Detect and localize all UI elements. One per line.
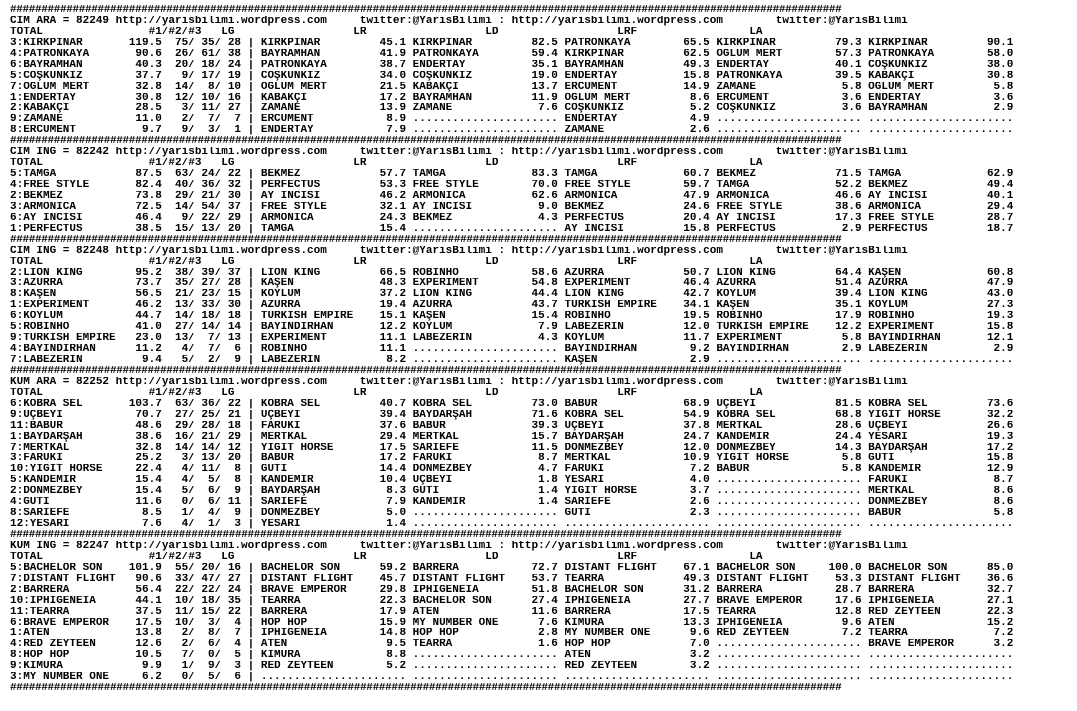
- table-row: 7:OĞLUM MERT 32.8 14/ 8/ 10 | OĞLUM MERT 21.5 KABAKÇI 13.7 ERCÜMENT 14.9 ZAMANE 5.8 OĞLUM MERT 5.8: [10, 81, 1014, 93]
- table-row: 12:YESARİ 7.6 4/ 1/ 3 | YESARİ 1.4 ...................... ...................... ...................... ......................: [10, 519, 1014, 530]
- table-row: 6:KOBRA SEL 103.7 63/ 36/ 22 | KOBRA SEL 40.7 KOBRA SEL 73.0 BABÜR 68.9 UÇBEYİ 81.5 KOBRA SEL 73.6: [10, 398, 1014, 410]
- table-row: 3:ARMONICA 72.5 14/ 54/ 37 | FREE STYLE 32.1 AY İNCİSİ 9.0 BEKMEZ 24.6 FREE STYLE 38.6 ARMONICA 29.4: [10, 201, 1014, 213]
- table-row: 1:EXPERIMENT 46.2 13/ 33/ 30 | AZURRA 19.4 AZURRA 43.7 TURKISH EMPIRE 34.1 KAŞEN 35.1 KÖYLÜM 27.3: [10, 300, 1014, 312]
- table-row: 2:BEKMEZ 73.8 29/ 21/ 30 | AY İNCİSİ 46.2 ARMONICA 62.6 ARMONICA 47.9 ARMONICA 46.6 AY İNCİSİ 40.1: [10, 190, 1014, 202]
- table-row: 10:YİĞİT HORSE 22.4 4/ 11/ 8 | GUTİ 14.4 DÖNMEZBEY 4.7 FARUKİ 7.2 BABÜR 5.8 KANDEMİR 12.9: [10, 464, 1014, 476]
- table-row: 2:KABAKÇI 28.5 3/ 11/ 27 | ZAMANE 13.9 ZAMANE 7.6 COŞKUNKIZ 5.2 COŞKUNKIZ 3.6 BAYRAMHAN 2.9: [10, 103, 1014, 115]
- table-row: 4:BAYINDIRHAN 11.2 4/ 7/ 6 | ROBINHO 11.1 ...................... BAYINDIRHAN 9.2 BAYINDIRHAN 2.9 LABEZERIN 2.9: [10, 344, 1014, 355]
- race-statistics-document: [10, 5, 1070, 705]
- table-row: 7:LABEZERIN 9.4 5/ 2/ 9 | LABEZERIN 8.2 ...................... KAŞEN 2.9 ...................... ......................: [10, 355, 1014, 366]
- table-row: 9:TURKISH EMPIRE 23.0 13/ 7/ 13 | EXPERIMENT 11.1 LABEZERIN 4.3 KÖYLÜM 11.7 EXPERIMENT 5.8 BAYINDIRHAN 12.1: [10, 333, 1014, 345]
- table-row: 1:PERFECTUS 38.5 15/ 13/ 20 | TAMGA 15.4 ...................... AY İNCİSİ 15.8 PERFECTUS 2.9 PERFECTUS 18.7: [10, 223, 1014, 235]
- table-row: 4:FREE STYLE 82.4 40/ 36/ 32 | PERFECTUS 53.3 FREE STYLE 70.0 FREE STYLE 59.7 TAMGA 52.2 BEKMEZ 49.4: [10, 180, 1014, 191]
- race-header-line: KUM ARA = 82252 http://yarisbilimi.wordpress.com twitter:@YarisBilimi : http://yarisbilimi.wordpress.com twitter:@YarisBilimi: [10, 376, 908, 388]
- race-header-line: CIM ING = 82248 http://yarisbilimi.wordpress.com twitter:@YarisBilimi : http://yarisbilimi.wordpress.com twitter:@YarisBilimi: [10, 245, 908, 257]
- table-row: 9:KIMURA 9.9 1/ 9/ 3 | RED ZEYTEEN 5.2 ...................... RED ZEYTEEN 3.2 ...................... ......................: [10, 661, 1014, 673]
- table-row: 8:KAŞEN 56.5 21/ 23/ 15 | KÖYLÜM 37.2 LION KING 44.4 LION KING 42.7 KÖYLÜM 39.4 LION KING 43.0: [10, 289, 1014, 301]
- table-row: 1:BAYDARŞAH 38.6 16/ 21/ 29 | MERTKAL 29.4 MERTKAL 15.7 BAYDARŞAH 24.7 KANDEMİR 24.4 YESARİ 19.3: [10, 431, 1014, 443]
- table-row: 11:BABÜR 48.6 29/ 28/ 18 | FARUKİ 37.6 BABÜR 39.3 UÇBEYİ 37.8 MERTKAL 28.6 UÇBEYİ 26.6: [10, 420, 1014, 432]
- separator-line: #####################################################################################################################################: [10, 683, 842, 695]
- table-row: 3:MY NUMBER ONE 6.2 0/ 5/ 6 | ...................... ...................... ...................... ...................... ......................: [10, 672, 1014, 684]
- table-row: 4:RED ZEYTEEN 12.6 2/ 6/ 4 | ATEN 9.5 TEARRA 1.6 HOP HOP 7.0 ...................... BRAVE EMPEROR 3.2: [10, 639, 1014, 651]
- table-row: 2:DÖNMEZBEY 15.4 5/ 6/ 9 | BAYDARŞAH 8.3 GUTİ 1.4 YİĞİT HORSE 3.7 ...................... MERTKAL 8.6: [10, 486, 1014, 498]
- table-row: 1:ENDERTAY 30.8 12/ 10/ 16 | KABAKÇI 17.2 BAYRAMHAN 11.9 OĞLUM MERT 8.6 ERCÜMENT 3.6 ENDERTAY 3.6: [10, 92, 1014, 104]
- race-header-line: CIM ARA = 82249 http://yarisbilimi.wordpress.com twitter:@YarisBilimi : http://yarisbilimi.wordpress.com twitter:@YarisBilimi: [10, 15, 908, 27]
- race-header-line: CIM ING = 82242 http://yarisbilimi.wordpress.com twitter:@YarisBilimi : http://yarisbilimi.wordpress.com twitter:@YarisBilimi: [10, 147, 908, 159]
- separator-line: #####################################################################################################################################: [10, 136, 842, 148]
- column-header-line: TOTAL #1/#2/#3 LG LR LD LRF LA: [10, 387, 763, 399]
- table-row: 10:IPHIGENEIA 44.1 10/ 18/ 35 | TEARRA 22.3 BACHELOR SON 27.4 IPHIGENEIA 27.7 BRAVE EMPEROR 17.6 IPHIGENEIA 27.1: [10, 595, 1014, 607]
- table-row: 5:KANDEMİR 15.4 4/ 5/ 8 | KANDEMİR 10.4 UÇBEYİ 1.8 YESARİ 4.0 ...................... FARUKİ 8.7: [10, 475, 1014, 487]
- table-row: 5:COŞKUNKIZ 37.7 9/ 17/ 19 | COŞKUNKIZ 34.0 COŞKUNKIZ 19.0 ENDERTAY 15.8 PATRONKAYA 39.5 KABAKÇI 30.8: [10, 70, 1014, 82]
- table-row: 1:ATEN 13.8 2/ 8/ 7 | IPHIGENEIA 14.8 HOP HOP 2.8 MY NUMBER ONE 9.6 RED ZEYTEEN 7.2 TEARRA 7.2: [10, 628, 1014, 640]
- table-row: 3:KIRKPINAR 119.5 75/ 35/ 28 | KIRKPINAR 45.1 KIRKPINAR 82.5 PATRONKAYA 65.5 KIRKPINAR 79.3 KIRKPINAR 90.1: [10, 37, 1014, 49]
- table-row: 6:AY İNCİSİ 46.4 9/ 22/ 29 | ARMONICA 24.3 BEKMEZ 4.3 PERFECTUS 20.4 AY İNCİSİ 17.3 FREE STYLE 28.7: [10, 212, 1014, 224]
- table-row: 7:MERTKAL 32.8 14/ 14/ 12 | YİĞİT HORSE 17.5 SARIEFE 11.5 DÖNMEZBEY 12.0 DÖNMEZBEY 14.3 BAYDARŞAH 17.2: [10, 442, 1014, 454]
- table-row: 5:TAMGA 87.5 63/ 24/ 22 | BEKMEZ 57.7 TAMGA 83.3 TAMGA 60.7 BEKMEZ 71.5 TAMGA 62.9: [10, 169, 1014, 180]
- table-row: 3:FARUKİ 25.2 3/ 13/ 20 | BABÜR 17.2 FARUKİ 8.7 MERTKAL 10.9 YİĞİT HORSE 5.8 GUTİ 15.8: [10, 453, 1014, 465]
- separator-line: #####################################################################################################################################: [10, 234, 842, 246]
- table-row: 8:HOP HOP 10.5 7/ 0/ 5 | KIMURA 8.8 ...................... ATEN 3.2 ...................... ......................: [10, 650, 1014, 662]
- race-header-line: KUM ING = 82247 http://yarisbilimi.wordpress.com twitter:@YarisBilimi : http://yarisbilimi.wordpress.com twitter:@YarisBilimi: [10, 540, 908, 552]
- column-header-line: TOTAL #1/#2/#3 LG LR LD LRF LA: [10, 256, 763, 268]
- column-header-line: TOTAL #1/#2/#3 LG LR LD LRF LA: [10, 26, 763, 38]
- column-header-line: TOTAL #1/#2/#3 LG LR LD LRF LA: [10, 158, 763, 170]
- table-row: 2:LION KING 95.2 38/ 39/ 37 | LION KING 66.5 ROBINHO 58.6 AZURRA 50.7 LION KING 64.4 KAŞEN 60.8: [10, 267, 1014, 279]
- table-row: 2:BARRERA 56.4 22/ 22/ 24 | BRAVE EMPEROR 29.8 IPHIGENEIA 51.8 BACHELOR SON 31.2 BARRERA 28.7 BARRERA 32.7: [10, 584, 1014, 596]
- table-row: 5:ROBINHO 41.0 27/ 14/ 14 | BAYINDIRHAN 12.2 KÖYLÜM 7.9 LABEZERIN 12.0 TURKISH EMPIRE 12.2 EXPERIMENT 15.8: [10, 322, 1014, 334]
- table-row: 4:GUTİ 11.6 0/ 6/ 11 | SARIEFE 7.9 KANDEMİR 1.4 SARIEFE 2.6 ...................... DÖNMEZBEY 8.6: [10, 497, 1014, 509]
- table-row: 11:TEARRA 37.5 11/ 15/ 22 | BARRERA 17.9 ATEN 11.6 BARRERA 17.5 TEARRA 12.8 RED ZEYTEEN 22.3: [10, 606, 1014, 618]
- table-row: 9:UÇBEYİ 70.7 27/ 25/ 21 | UÇBEYİ 39.4 BAYDARŞAH 71.6 KOBRA SEL 54.9 KOBRA SEL 68.8 YİĞİT HORSE 32.2: [10, 409, 1014, 421]
- column-header-line: TOTAL #1/#2/#3 LG LR LD LRF LA: [10, 551, 763, 563]
- separator-line: #####################################################################################################################################: [10, 530, 842, 541]
- table-row: 8:SARIEFE 8.5 1/ 4/ 9 | DÖNMEZBEY 5.0 ...................... GUTİ 2.3 ...................... BABÜR 5.8: [10, 508, 1014, 520]
- table-row: 6:BRAVE EMPEROR 17.5 10/ 3/ 4 | HOP HOP 15.9 MY NUMBER ONE 7.6 KIMURA 13.3 IPHIGENEIA 9.6 ATEN 15.2: [10, 617, 1014, 629]
- table-row: 6:BAYRAMHAN 40.3 20/ 18/ 24 | PATRONKAYA 38.7 ENDERTAY 35.1 BAYRAMHAN 49.3 ENDERTAY 40.1 COŞKUNKIZ 38.0: [10, 59, 1014, 71]
- separator-line: #####################################################################################################################################: [10, 365, 842, 377]
- table-row: 3:AZURRA 73.7 35/ 27/ 28 | KAŞEN 48.3 EXPERIMENT 54.8 EXPERIMENT 46.4 AZURRA 51.4 AZURRA 47.9: [10, 278, 1014, 290]
- table-row: 6:KÖYLÜM 44.7 14/ 18/ 18 | TURKISH EMPIRE 15.1 KAŞEN 15.4 ROBINHO 19.5 ROBINHO 17.9 ROBINHO 19.3: [10, 311, 1014, 323]
- table-row: 5:BACHELOR SON 101.9 55/ 20/ 16 | BACHELOR SON 59.2 BARRERA 72.7 DISTANT FLIGHT 67.1 BACHELOR SON 100.0 BACHELOR SON 85.0: [10, 562, 1014, 574]
- table-row: 9:ZAMANE 11.0 2/ 7/ 7 | ERCÜMENT 8.9 ...................... ENDERTAY 4.9 ...................... ......................: [10, 114, 1014, 126]
- separator-line: #####################################################################################################################################: [10, 5, 842, 16]
- table-row: 4:PATRONKAYA 90.6 26/ 61/ 38 | BAYRAMHAN 41.9 PATRONKAYA 59.4 KIRKPINAR 62.5 OĞLUM MERT 57.3 PATRONKAYA 58.0: [10, 48, 1014, 60]
- table-row: 7:DISTANT FLIGHT 90.6 33/ 47/ 27 | DISTANT FLIGHT 45.7 DISTANT FLIGHT 53.7 TEARRA 49.3 DISTANT FLIGHT 53.3 DISTANT FLIGHT 36.6: [10, 573, 1014, 585]
- table-row: 8:ERCÜMENT 9.7 9/ 3/ 1 | ENDERTAY 7.9 ...................... ZAMANE 2.6 ...................... ......................: [10, 125, 1014, 137]
